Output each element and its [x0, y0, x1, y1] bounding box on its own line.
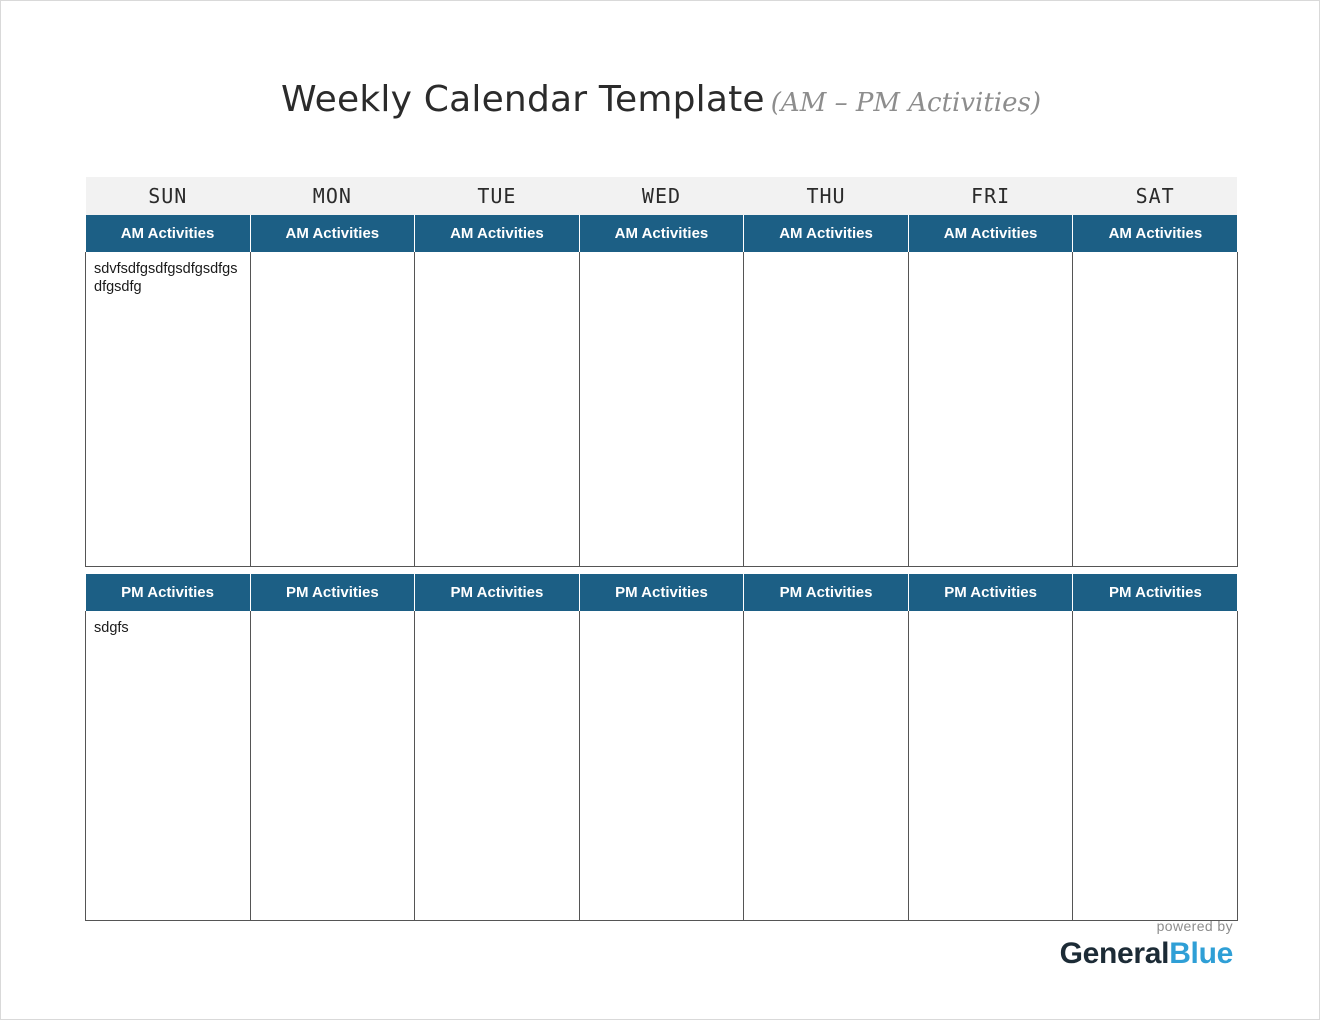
- page-title: [1, 79, 1320, 120]
- pm-header-row: [86, 574, 1238, 611]
- am-activities-section: [85, 177, 1237, 567]
- pm-cell-sun[interactable]: [86, 611, 251, 921]
- day-name-wed: WED: [579, 177, 744, 215]
- pm-cell-mon[interactable]: [250, 611, 415, 921]
- am-activities-table: [85, 177, 1238, 567]
- am-header-thu: AM Activities: [744, 215, 909, 252]
- am-cell-thu[interactable]: [744, 252, 909, 567]
- am-header-row: [86, 215, 1238, 252]
- am-header-sat: AM Activities: [1073, 215, 1238, 252]
- brand-footer: [1060, 919, 1233, 969]
- powered-by-label: powered by: [1156, 918, 1233, 934]
- am-cell-sun[interactable]: [86, 252, 251, 567]
- am-header-mon: AM Activities: [250, 215, 415, 252]
- pm-header-thu: PM Activities: [744, 574, 909, 611]
- am-cell-fri[interactable]: [908, 252, 1073, 567]
- pm-header-sun: PM Activities: [86, 574, 251, 611]
- day-name-thu: THU: [744, 177, 909, 215]
- pm-activities-table: [85, 574, 1238, 921]
- am-cell-sat[interactable]: [1073, 252, 1238, 567]
- day-name-fri: FRI: [908, 177, 1073, 215]
- brand-name-first: General: [1059, 937, 1170, 970]
- am-header-fri: AM Activities: [908, 215, 1073, 252]
- day-name-row: [86, 177, 1238, 215]
- pm-header-sat: PM Activities: [1073, 574, 1238, 611]
- brand-logo: [1060, 939, 1233, 969]
- am-cell-row: [86, 252, 1238, 567]
- pm-header-wed: PM Activities: [579, 574, 744, 611]
- day-name-sun: SUN: [86, 177, 251, 215]
- pm-cell-wed[interactable]: [579, 611, 744, 921]
- pm-cell-tue[interactable]: [415, 611, 580, 921]
- pm-header-mon: PM Activities: [250, 574, 415, 611]
- pm-cell-fri[interactable]: [908, 611, 1073, 921]
- pm-cell-thu[interactable]: [744, 611, 909, 921]
- day-name-mon: MON: [250, 177, 415, 215]
- am-header-tue: AM Activities: [415, 215, 580, 252]
- pm-cell-row: [86, 611, 1238, 921]
- am-cell-sun-text: sdvfsdfgsdfgsdfgsdfgsdfgsdfg: [94, 261, 238, 296]
- am-cell-tue[interactable]: [415, 252, 580, 567]
- day-name-sat: SAT: [1073, 177, 1238, 215]
- pm-activities-section: [85, 574, 1237, 921]
- pm-header-tue: PM Activities: [415, 574, 580, 611]
- am-cell-wed[interactable]: [579, 252, 744, 567]
- day-name-tue: TUE: [415, 177, 580, 215]
- am-cell-mon[interactable]: [250, 252, 415, 567]
- title-subtitle-text: (AM – PM Activities): [770, 88, 1041, 118]
- brand-name-second: Blue: [1169, 937, 1233, 970]
- am-header-sun: AM Activities: [86, 215, 251, 252]
- pm-cell-sun-text: sdgfs: [94, 620, 129, 636]
- pm-cell-sat[interactable]: [1073, 611, 1238, 921]
- am-header-wed: AM Activities: [579, 215, 744, 252]
- title-main-text: Weekly Calendar Template: [281, 79, 765, 120]
- pm-header-fri: PM Activities: [908, 574, 1073, 611]
